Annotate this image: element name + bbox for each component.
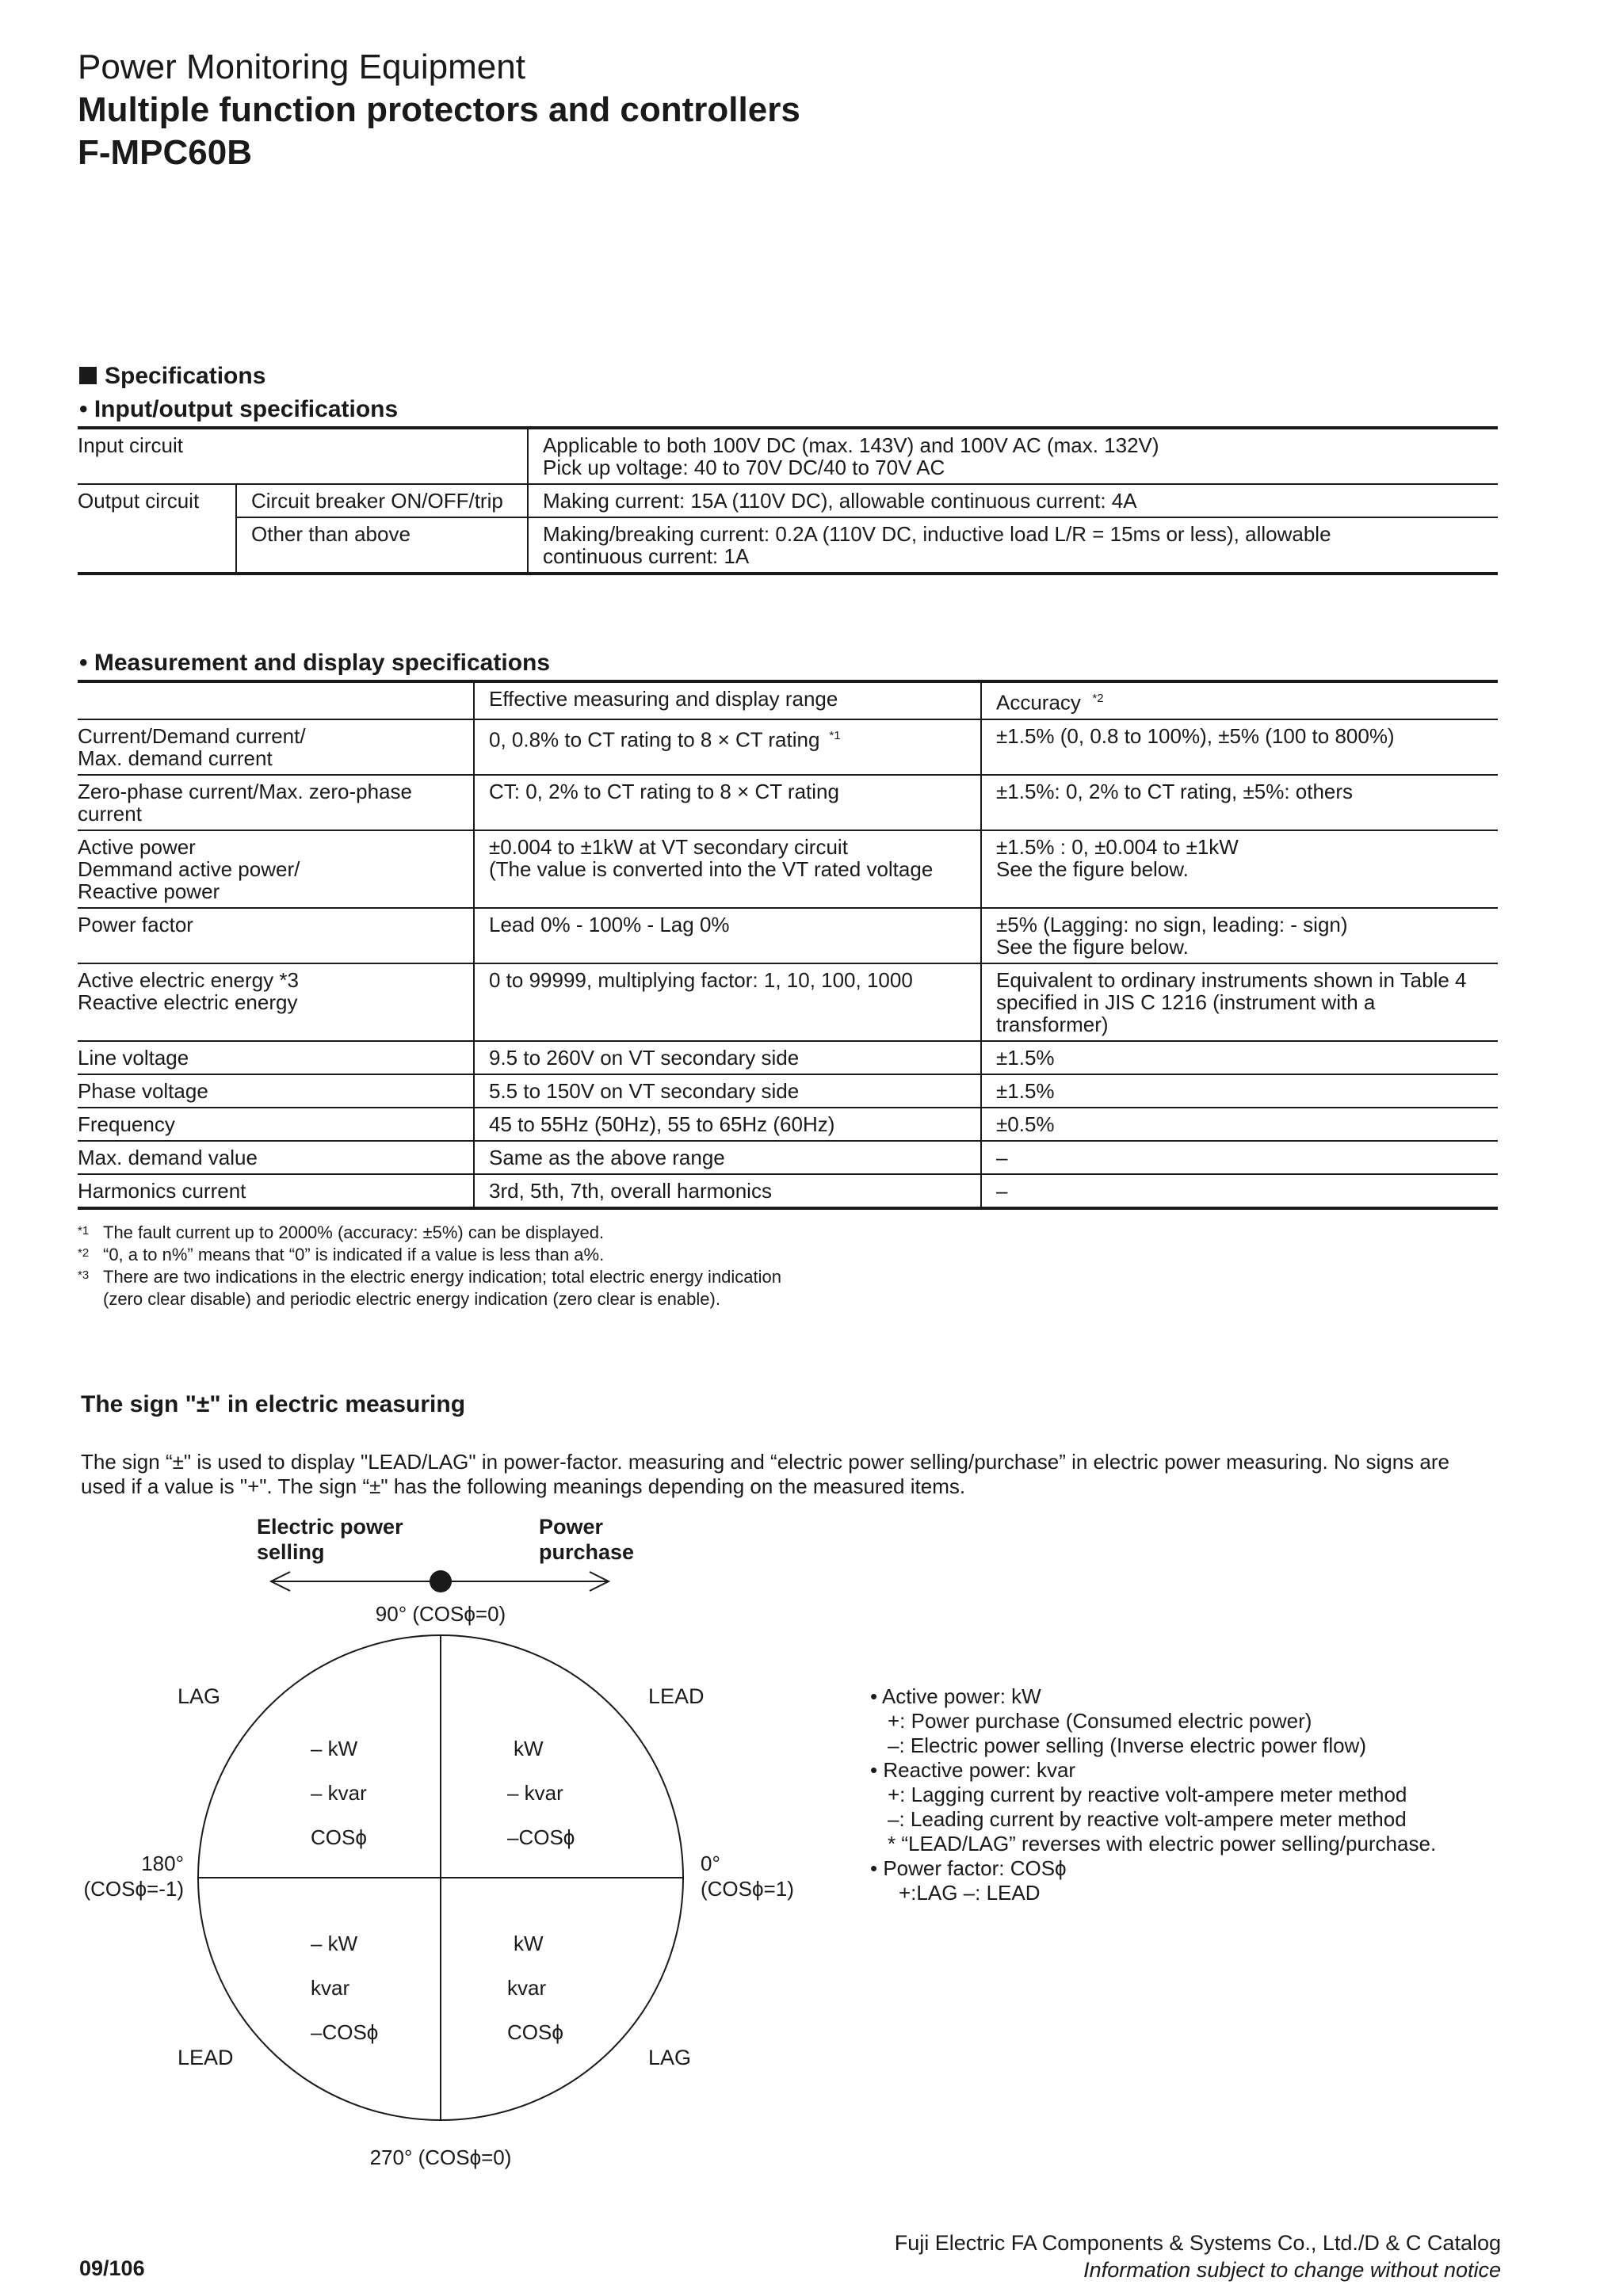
sign-meaning-list	[870, 1684, 1544, 1905]
sign-section-body: The sign “±" is used to display "LEAD/LAG" in power-factor. measuring and “electric power selling/purchase” in electric power measuring. No signs are used if a value is "+". The sign “±" has the following meanings depending on the measured items.	[81, 1450, 1449, 1498]
lag-top-left-label: LAG	[178, 1684, 221, 1708]
item-cell: Line voltage	[78, 1041, 474, 1074]
range-cell: CT: 0, 2% to CT rating to 8 × CT rating	[474, 775, 981, 830]
accuracy-cell: ±5% (Lagging: no sign, leading: - sign) See the figure below.	[981, 908, 1498, 963]
quadrant-label: kW	[514, 1737, 544, 1760]
quadrant-label: COSϕ	[507, 2020, 563, 2044]
footnotes	[78, 1222, 791, 1310]
range-cell: ±0.004 to ±1kW at VT secondary circuit (The value is converted into the VT rated voltage	[474, 830, 981, 908]
purchase-label-line1: Power	[539, 1515, 604, 1539]
io-sub-cell: Other than above	[236, 517, 528, 574]
accuracy-cell: –	[981, 1141, 1498, 1174]
header-cell-accuracy: Accuracy $^{*2}$	[981, 681, 1498, 719]
item-cell: Power factor	[78, 908, 474, 963]
list-item: +:LAG –: LEAD	[899, 1881, 1041, 1905]
range-cell: 3rd, 5th, 7th, overall harmonics	[474, 1174, 981, 1208]
lead-top-right-label: LEAD	[648, 1684, 705, 1708]
item-cell: Max. demand value	[78, 1141, 474, 1174]
io-sub-cell: Circuit breaker ON/OFF/trip	[236, 484, 528, 517]
table-row	[78, 1141, 1498, 1174]
footnote: *3 There are two indications in the electric energy indication; total electric energy indication (zero clear disable) and periodic electric energy indication (zero clear is enable).	[78, 1267, 782, 1309]
header-cell-item	[78, 681, 474, 719]
item-cell: Current/Demand current/ Max. demand current	[78, 719, 474, 775]
table-row	[78, 428, 1498, 484]
io-spec-heading: • Input/output specifications	[79, 396, 399, 422]
page-number: 09/106	[79, 2256, 145, 2280]
table-row	[78, 1074, 1498, 1108]
measurement-spec-heading: • Measurement and display specifications	[79, 650, 551, 676]
quadrant-label: kvar	[311, 1976, 350, 2000]
list-item: • Active power: kW	[870, 1684, 1041, 1708]
item-cell: Harmonics current	[78, 1174, 474, 1208]
quadrant-bottom-right	[507, 1932, 563, 2044]
quadrant-label: – kvar	[507, 1781, 563, 1805]
footer-company: Fuji Electric FA Components & Systems Co., Ltd./D & C Catalog	[894, 2231, 1501, 2255]
io-label-cell: Input circuit	[78, 428, 528, 484]
accuracy-cell: ±1.5%: 0, 2% to CT rating, ±5%: others	[981, 775, 1498, 830]
list-item: –: Leading current by reactive volt-ampere meter method	[888, 1807, 1407, 1831]
footnote: *2 “0, a to n%” means that “0” is indicated if a value is less than a%.	[78, 1245, 605, 1264]
io-value-cell: Applicable to both 100V DC (max. 143V) and 100V AC (max. 132V) Pick up voltage: 40 to 70V DC/40 to 70V AC	[528, 428, 1498, 484]
deg-180-label-line2: (COSϕ=-1)	[83, 1877, 184, 1901]
accuracy-cell: ±1.5%	[981, 1041, 1498, 1074]
quadrant-label: kvar	[507, 1976, 547, 2000]
selling-label-line1: Electric power	[257, 1515, 403, 1539]
range-cell: 0, 0.8% to CT rating to 8 × CT rating $^{*1}$	[474, 719, 981, 775]
table-row	[78, 1108, 1498, 1141]
quadrant-label: – kW	[311, 1737, 358, 1760]
quadrant-bottom-left	[311, 1932, 378, 2044]
catalog-category: Power Monitoring Equipment	[78, 48, 525, 86]
range-cell: 5.5 to 150V on VT secondary side	[474, 1074, 981, 1108]
header-cell-range: Effective measuring and display range	[474, 681, 981, 719]
range-cell: Same as the above range	[474, 1141, 981, 1174]
deg-270-label: 270° (COSϕ=0)	[369, 2145, 512, 2169]
table-row	[78, 830, 1498, 908]
table-row	[78, 484, 1498, 517]
table-row	[78, 1174, 1498, 1208]
table-header-row	[78, 681, 1498, 719]
lag-bottom-right-label: LAG	[648, 2046, 692, 2069]
table-row	[78, 719, 1498, 775]
footnote: *1 The fault current up to 2000% (accuracy: ±5%) can be displayed.	[78, 1222, 605, 1242]
quadrant-top-left	[311, 1737, 367, 1849]
list-item: * “LEAD/LAG” reverses with electric power selling/purchase.	[888, 1832, 1437, 1855]
selling-label-line2: selling	[257, 1540, 325, 1564]
sign-section-heading: The sign "±" in electric measuring	[81, 1391, 466, 1417]
table-row	[78, 517, 1498, 574]
range-cell: 9.5 to 260V on VT secondary side	[474, 1041, 981, 1074]
list-item: +: Power purchase (Consumed electric power)	[888, 1709, 1312, 1733]
quadrant-label: – kvar	[311, 1781, 367, 1805]
io-value-cell: Making current: 15A (110V DC), allowable continuous current: 4A	[528, 484, 1498, 517]
specifications-heading: Specifications	[79, 361, 265, 391]
list-item: +: Lagging current by reactive volt-ampere meter method	[888, 1783, 1407, 1806]
lead-bottom-left-label: LEAD	[178, 2046, 234, 2069]
accuracy-cell: ±1.5% (0, 0.8 to 100%), ±5% (100 to 800%)	[981, 719, 1498, 775]
io-value-cell: Making/breaking current: 0.2A (110V DC, inductive load L/R = 15ms or less), allowable continuous current: 1A	[528, 517, 1498, 574]
io-label-cell: Output circuit	[78, 484, 236, 574]
table-row	[78, 908, 1498, 963]
quadrant-label: COSϕ	[311, 1825, 367, 1849]
measurement-spec-table	[78, 680, 1498, 1210]
purchase-label-line2: purchase	[539, 1540, 635, 1564]
item-cell: Active power Demmand active power/ Reactive power	[78, 830, 474, 908]
model-name: F-MPC60B	[78, 133, 253, 172]
accuracy-cell: ±0.5%	[981, 1108, 1498, 1141]
item-cell: Frequency	[78, 1108, 474, 1141]
deg-0-label-line2: (COSϕ=1)	[701, 1877, 794, 1901]
list-item: • Power factor: COSϕ	[870, 1856, 1067, 1880]
io-spec-table	[78, 426, 1498, 575]
accuracy-cell: –	[981, 1174, 1498, 1208]
footer-notice: Information subject to change without notice	[1083, 2258, 1501, 2282]
deg-0-label-line1: 0°	[701, 1852, 720, 1875]
quadrant-top-right	[507, 1737, 575, 1849]
item-cell: Zero-phase current/Max. zero-phase current	[78, 775, 474, 830]
table-row	[78, 775, 1498, 830]
origin-dot-icon	[430, 1570, 452, 1592]
quadrant-label: –COSϕ	[507, 1825, 575, 1849]
item-cell: Active electric energy *3 Reactive electric energy	[78, 963, 474, 1041]
list-item: –: Electric power selling (Inverse electric power flow)	[888, 1733, 1366, 1757]
page-title: Multiple function protectors and controllers	[78, 90, 800, 129]
quadrant-label: – kW	[311, 1932, 358, 1955]
deg-180-label-line1: 180°	[141, 1852, 184, 1875]
item-cell: Phase voltage	[78, 1074, 474, 1108]
range-cell: Lead 0% - 100% - Lag 0%	[474, 908, 981, 963]
table-row	[78, 1041, 1498, 1074]
selling-purchase-arrow	[271, 1570, 609, 1592]
quadrant-label: –COSϕ	[311, 2020, 379, 2044]
range-cell: 45 to 55Hz (50Hz), 55 to 65Hz (60Hz)	[474, 1108, 981, 1141]
accuracy-cell: Equivalent to ordinary instruments shown in Table 4 specified in JIS C 1216 (instrument with a transformer)	[981, 963, 1498, 1041]
list-item: • Reactive power: kvar	[870, 1758, 1076, 1782]
table-row	[78, 963, 1498, 1041]
deg-90-label: 90° (COSϕ=0)	[375, 1602, 506, 1626]
accuracy-cell: ±1.5% : 0, ±0.004 to ±1kW See the figure below.	[981, 830, 1498, 908]
square-bullet-icon	[79, 367, 97, 384]
quadrant-label: kW	[514, 1932, 544, 1955]
power-quadrant-diagram	[0, 1505, 856, 2187]
accuracy-cell: ±1.5%	[981, 1074, 1498, 1108]
range-cell: 0 to 99999, multiplying factor: 1, 10, 100, 1000	[474, 963, 981, 1041]
